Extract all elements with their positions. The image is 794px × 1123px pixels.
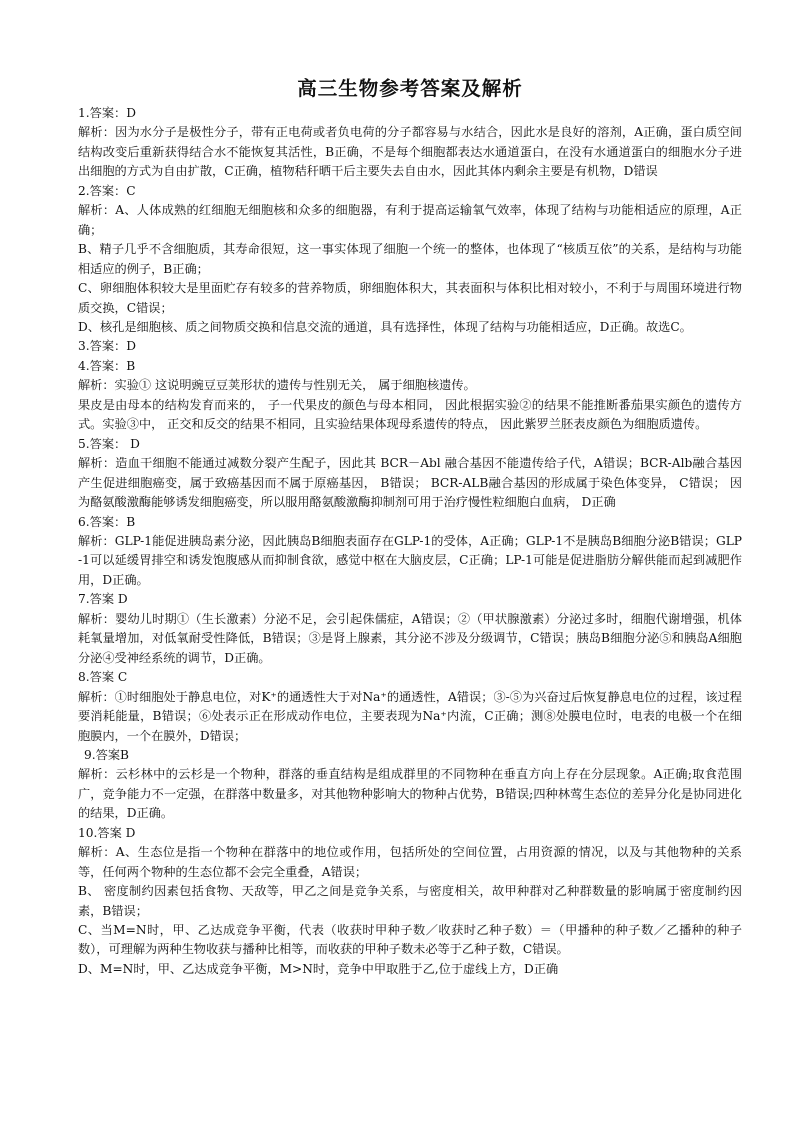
answer-4-header: 4.答案：B: [78, 358, 136, 373]
answer-7-analysis: 解析：婴幼儿时期①（生长激素）分泌不足，会引起侏儒症，A错误；②（甲状腺激素）分泌过多时，细胞代谢增强，机体耗氧量增加，对低氧耐受性降低，B错误；③是肾上腺素，其分泌不涉及分级调节，C错误；胰岛B细胞分泌⑤和胰岛A细胞分泌④受神经系统的调节，D正确。: [78, 611, 742, 665]
answer-2-analysis-b: B、精子几乎不含细胞质，其寿命很短，这一事实体现了细胞一个统一的整体，也体现了“核质互依”的关系，是结构与功能相适应的例子，B正确；: [78, 242, 742, 276]
answer-8-analysis: 解析：①时细胞处于静息电位，对K⁺的通透性大于对Na⁺的通透性，A错误；③-⑤为兴奋过后恢复静息电位的过程，该过程要消耗能量，B错误；⑥处表示正在形成动作电位，主要表现为Na⁺内流，C正确；测⑧处膜电位时，电表的电极一个在细胞膜内，一个在膜外，D错误；: [78, 689, 742, 743]
answer-2-analysis-c: C、卵细胞体积较大是里面贮存有较多的营养物质，卵细胞体积大，其表面积与体积比相对较小，不利于与周围环境进行物质交换，C错误；: [78, 281, 742, 315]
answer-2-analysis-a: 解析：A、人体成熟的红细胞无细胞核和众多的细胞器，有利于提高运输氧气效率，体现了结构与功能相适应的原理，A正确；: [78, 203, 742, 237]
answer-4-analysis: 解析：实验① 这说明豌豆豆荚形状的遗传与性别无关， 属于细胞核遗传。: [78, 378, 476, 393]
answer-4-analysis-continued: 果皮是由母本的结构发育而来的， 子一代果皮的颜色与母本相同， 因此根据实验②的结果不能推断番茄果实颜色的遗传方式。实验③中， 正交和反交的结果不相同，且实验结果体现母系遗传的特点， 因此紫罗兰胚表皮颜色为细胞质遗传。: [78, 397, 742, 432]
answer-1-analysis: 解析：因为水分子是极性分子，带有正电荷或者负电荷的分子都容易与水结合，因此水是良好的溶剂，A正确，蛋白质空间结构改变后重新获得结合水不能恢复其活性，B正确，不是每个细胞都表达水通道蛋白，在没有水通道蛋白的细胞水分子进出细胞的方式为自由扩散，C正确，植物秸秆晒干后主要失去自由水，因此其体内剩余主要是有机物，D错误: [78, 125, 742, 179]
answer-10-analysis-b: B、 密度制约因素包括食物、天敌等，甲乙之间是竞争关系，与密度相关，故甲种群对乙种群数量的影响属于密度制约因素，B错误；: [78, 884, 742, 918]
answer-3-header: 3.答案：D: [78, 339, 136, 354]
answer-body: [78, 104, 742, 979]
answer-8-header: 8.答案 C: [78, 670, 128, 685]
answer-9-analysis: 解析：云杉林中的云杉是一个物种，群落的垂直结构是组成群里的不同物种在垂直方向上存在分层现象。A正确;取食范围广，竞争能力不一定强，在群落中数量多，对其他物种影响大的物种占优势，B错误;四种林莺生态位的差异分化是协同进化的结果，D正确。: [78, 767, 742, 821]
answer-5-header: 5.答案： D: [78, 436, 140, 451]
answer-1-header: 1.答案：D: [78, 106, 136, 120]
answer-7-header: 7.答案 D: [78, 592, 128, 607]
answer-2-analysis-d: D、核孔是细胞核、质之间物质交换和信息交流的通道，具有选择性，体现了结构与功能相适应，D正确。故选C。: [78, 319, 692, 334]
answer-10-header: 10.答案 D: [78, 825, 136, 840]
answer-6-header: 6.答案：B: [78, 514, 136, 529]
answer-10-analysis-d: D、M=N时，甲、乙达成竞争平衡，M>N时，竞争中甲取胜于乙,位于虚线上方，D正确: [78, 961, 559, 976]
answer-2-header: 2.答案：C: [78, 183, 136, 198]
answer-9-header: 9.答案B: [84, 747, 129, 762]
answer-10-analysis-c: C、当M=N时，甲、乙达成竞争平衡，代表（收获时甲种子数／收获时乙种子数）＝（甲播种的种子数／乙播种的种子数），可理解为两种生物收获与播种比相等，而收获的甲种子数未必等于乙种子数，C错误。: [78, 923, 742, 957]
answer-5-analysis: 解析：造血干细胞不能通过减数分裂产生配子，因此其 BCR－Abl 融合基因不能遗传给子代，A错误；BCR-Alb融合基因产生促进细胞癌变，属于致癌基因而不属于原癌基因， B错误； BCR-ALB融合基因的形成属于染色体变异， C错误； 因为酪氨酸激酶能够诱发细胞癌变，所以服用酪氨酸激酶抑制剂可用于治疗慢性粒细胞白血病， D正确: [78, 456, 742, 510]
answer-10-analysis-a: 解析：A、生态位是指一个物种在群落中的地位或作用，包括所处的空间位置，占用资源的情况，以及与其他物种的关系等，任何两个物种的生态位都不会完全重叠，A错误；: [78, 845, 742, 879]
page-title: 高三生物参考答案及解析: [297, 77, 523, 100]
answer-6-analysis: 解析：GLP-1能促进胰岛素分泌，因此胰岛B细胞表面存在GLP-1的受体，A正确；GLP-1不是胰岛B细胞分泌B错误；GLP-1可以延缓胃排空和诱发饱腹感从而抑制食欲，感觉中枢在大脑皮层，C正确；LP-1可能是促进脂肪分解供能而起到减肥作用，D正确。: [78, 533, 742, 587]
